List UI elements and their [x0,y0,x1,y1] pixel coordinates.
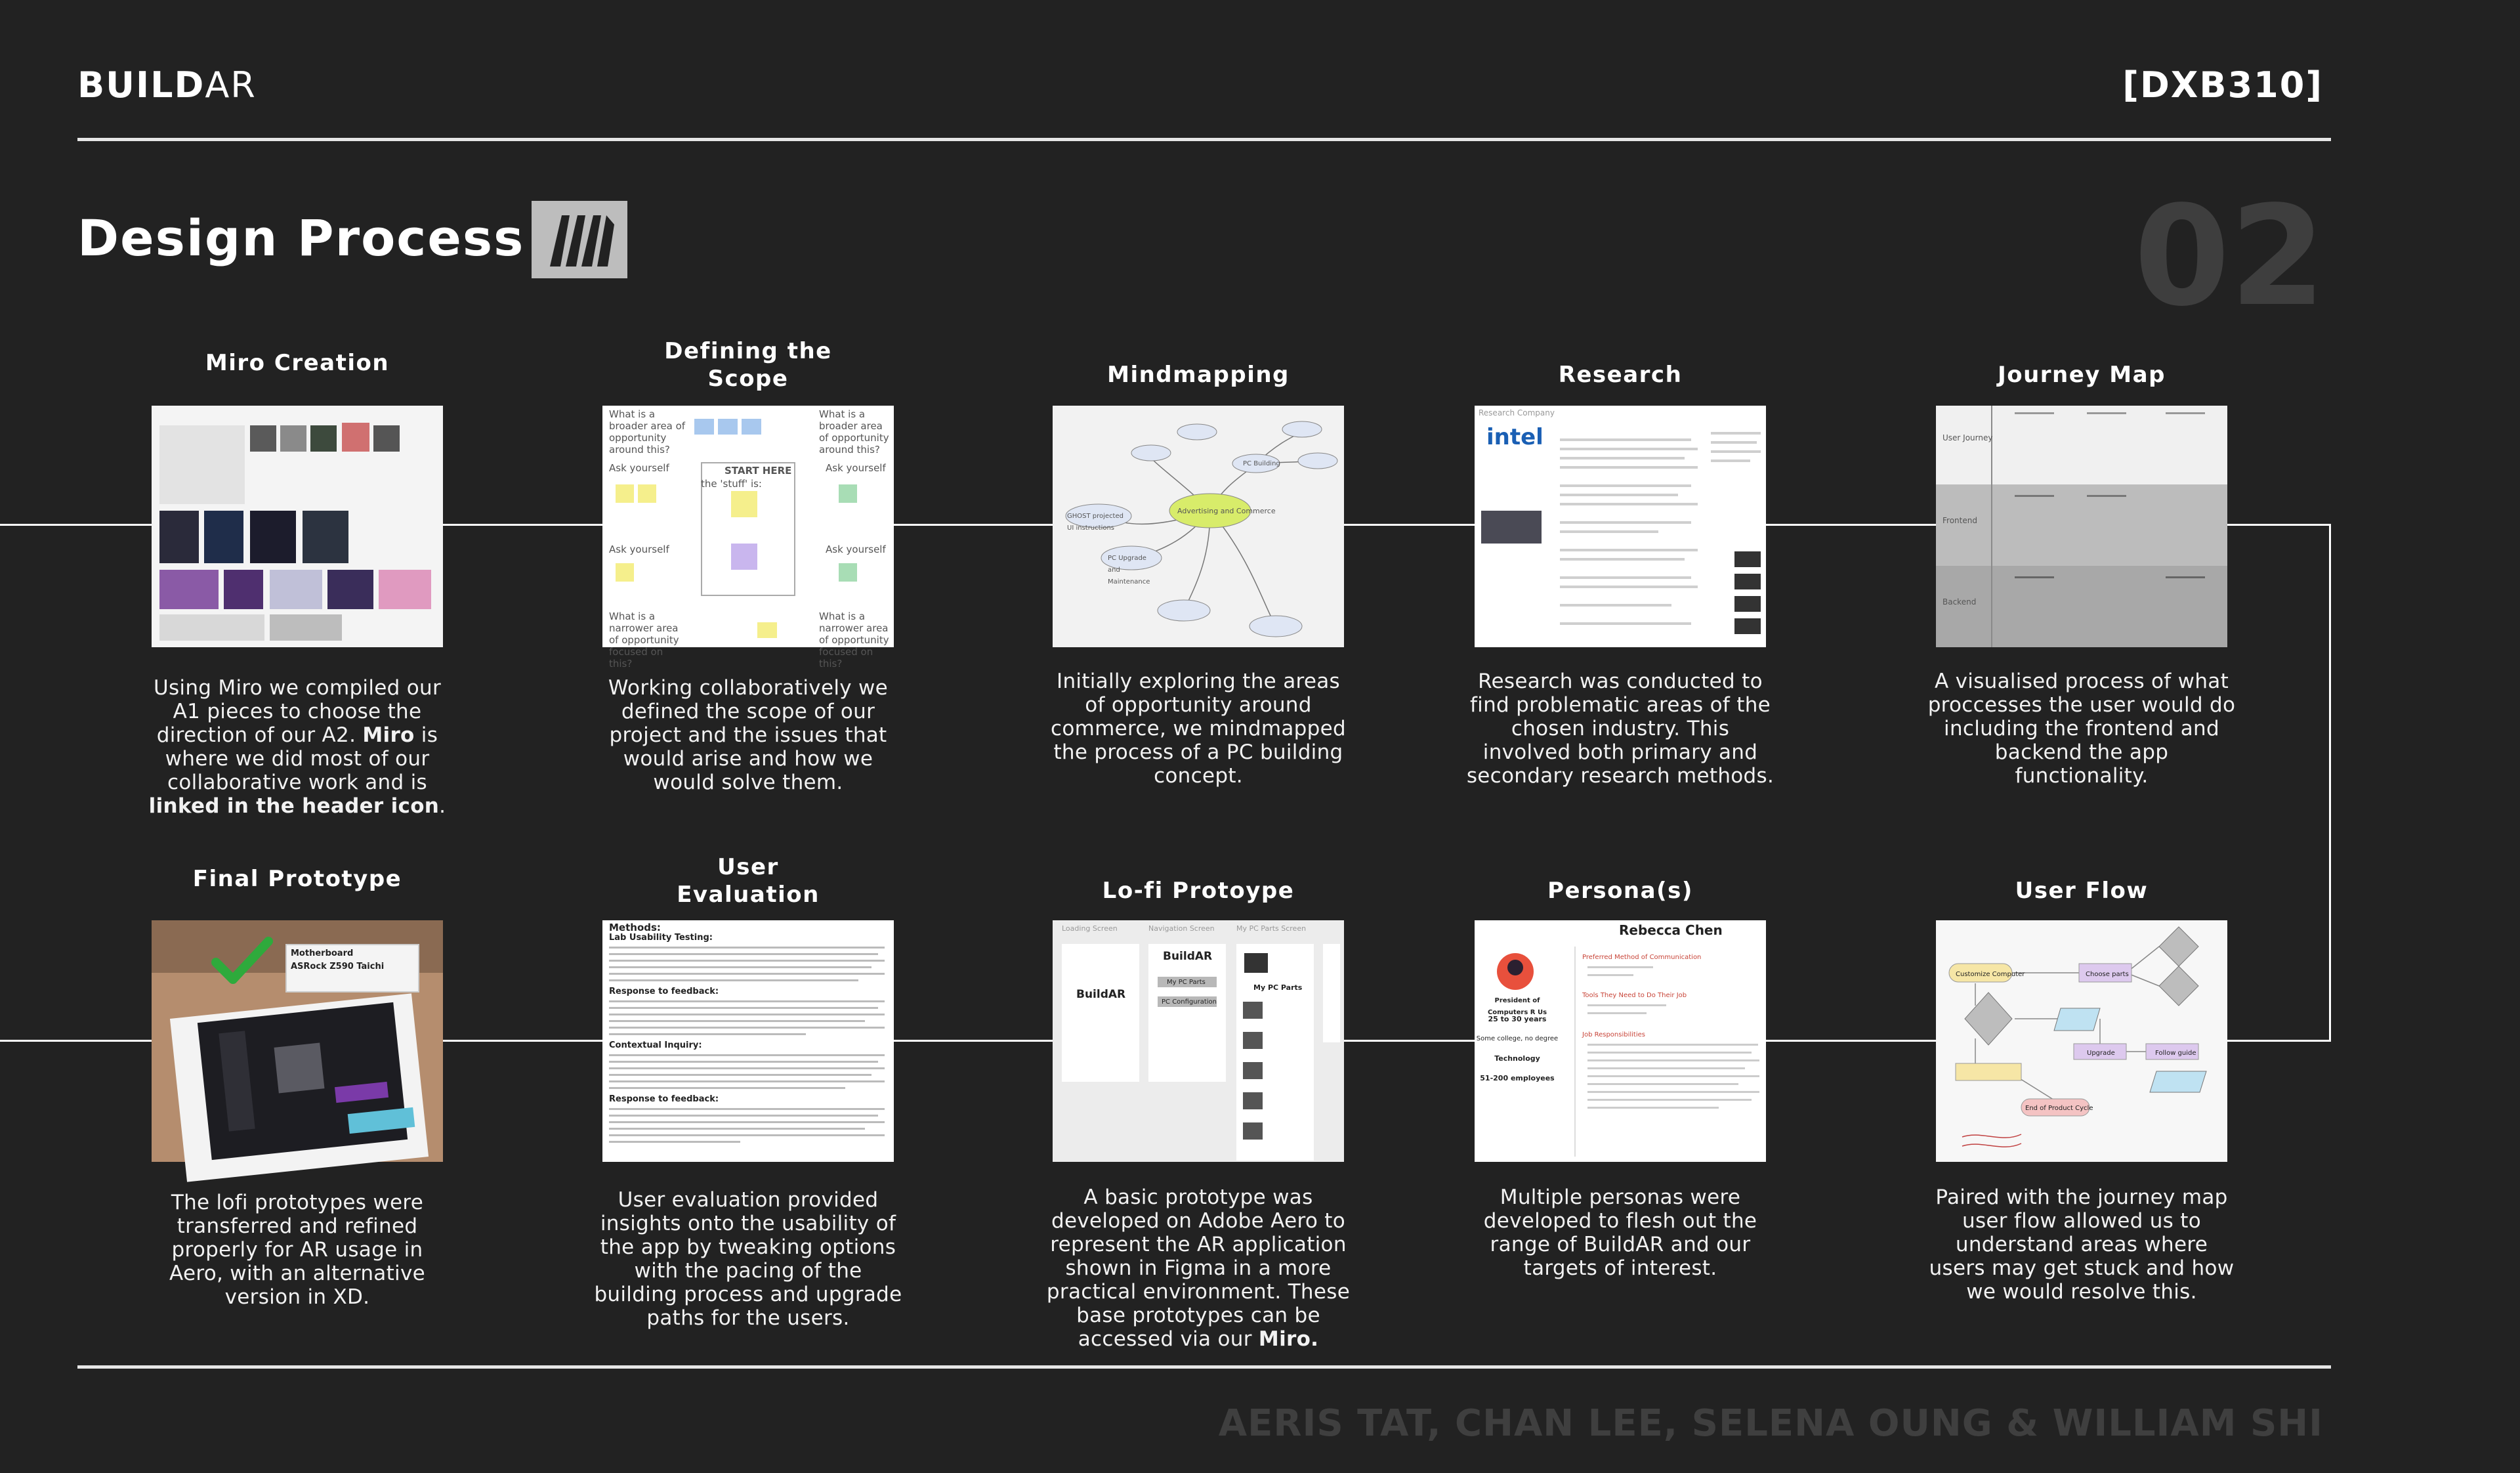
lofi-prototype-thumbnail[interactable]: Loading Screen Navigation Screen My PC Parts Screen BuildAR BuildAR My PC Parts PC Configuration My PC Parts [1053,920,1344,1162]
user-evaluation-thumbnail[interactable]: Methods: Lab Usability Testing: Response to feedback: Contextual Inquiry: Response to feedback: [602,920,894,1162]
card-title: Research [1558,362,1683,388]
research-thumbnail[interactable]: Research Company intel [1475,406,1766,647]
card-description: Multiple personas were developed to flesh out the range of BuildAR and our targets of interest. [1483,1185,1757,1280]
card-title: Persona(s) [1547,878,1693,904]
course-code: [DXB310] [2122,64,2323,106]
team-credits: AERIS TAT, CHAN LEE, SELENA OUNG & WILLIAM SHI [1218,1402,2323,1445]
persona-thumbnail[interactable]: Rebecca Chen President of Computers R Us 25 to 30 years Some college, no degree Technology 51-200 employees Preferred Method of Communication Tools They Need to Do Their Job Job Responsibilities [1475,920,1766,1162]
card-title: Lo-fi Protoype [1102,878,1295,904]
card-description: A basic prototype was developed on Adobe Aero to represent the AR application shown in Figma in a more practical environment. These base prototypes can be accessed via our Miro. [1046,1185,1351,1351]
card-title: Journey Map [1998,362,2166,388]
user-flow-thumbnail[interactable]: Customize Computer Choose parts Upgrade Follow guide End of Product Cycle [1936,920,2227,1162]
card-title: Miro Creation [205,350,390,376]
brand-logo [77,64,257,106]
mindmap-thumbnail[interactable]: Advertising and Commerce PC Building PC Upgrade and Maintenance GHOST projected UI instructions [1053,406,1344,647]
row-link-connector [2329,524,2331,1042]
footer-divider [77,1365,2331,1369]
miro-link-button[interactable] [532,201,627,278]
card-description: Using Miro we compiled our A1 pieces to choose the direction of our A2. Miro is where we did most of our collaborative work and is linked in the header icon. [148,676,446,818]
checkmark-icon [211,936,274,989]
card-description: A visualised process of what proccesses the user would do including the frontend and backend the app functionality. [1927,670,2236,788]
card-title: Final Prototype [192,866,402,892]
brand-bold: BUILD [77,64,205,106]
section-number: 02 [2133,176,2326,337]
card-description: Research was conducted to find problematic areas of the chosen industry. This involved both primary and secondary research methods. [1466,670,1774,788]
header-divider [77,138,2331,141]
journey-map-thumbnail[interactable]: User Journey Frontend Backend [1936,406,2227,647]
ar-prototype-photo[interactable]: Motherboard ASRock Z590 Taichi [152,920,443,1162]
brand-light: AR [205,64,257,106]
miro-logo-icon [543,210,616,269]
miro-board-thumbnail[interactable] [152,406,443,647]
card-description: User evaluation provided insights onto the usability of the app by tweaking options with the pacing of the building process and upgrade paths for the users. [594,1188,902,1330]
card-title: Mindmapping [1107,362,1290,388]
card-description: Paired with the journey map user flow allowed us to understand areas where users may get stuck and how we would resolve this. [1929,1185,2235,1304]
card-description: The lofi prototypes were transferred and refined properly for AR usage in Aero, with an alternative version in XD. [169,1191,425,1309]
card-description: Initially exploring the areas of opportunity around commerce, we mindmapped the process of a PC building concept. [1051,670,1346,788]
page-title: Design Process [77,209,525,267]
card-description: Working collaboratively we defined the scope of our project and the issues that would arise and how we would solve them. [608,676,889,794]
card-title: Defining the Scope [664,338,832,392]
card-title: User Evaluation [677,854,820,908]
card-title: User Flow [2015,878,2149,904]
scope-board-thumbnail[interactable]: What is a broader area of opportunity around this? What is a broader area of opportunity around this? Ask yourself Ask yourself START HERE the 'stuff' is: Ask yourself Ask yourself What is a narrower area of opportunity focused on this? What is a narrower area of opportunity focused on this? [602,406,894,647]
